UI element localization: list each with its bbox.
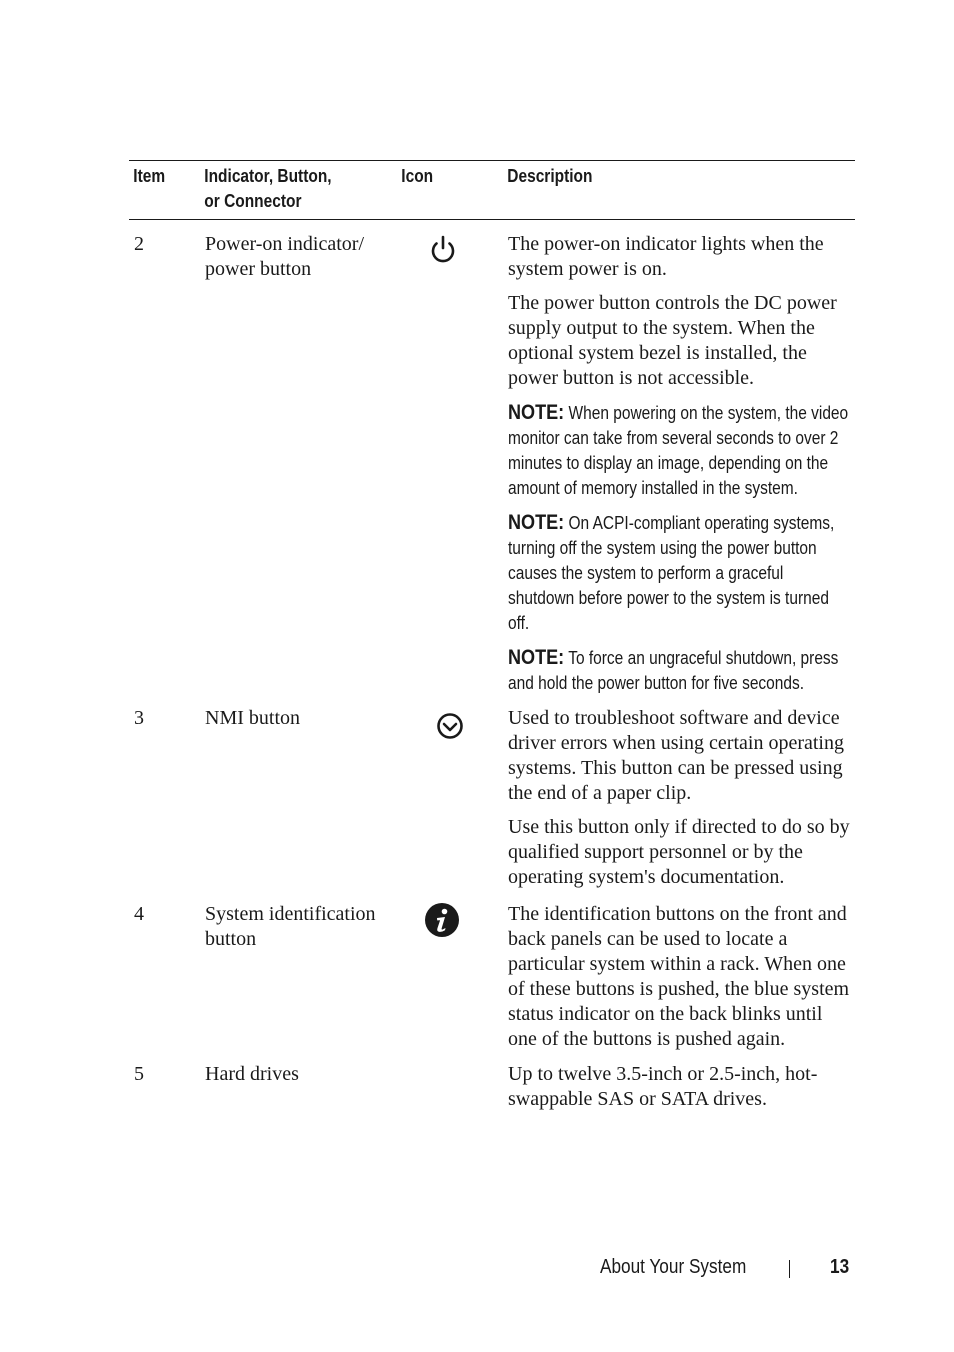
item-number: 2 (134, 233, 144, 255)
note-text: On ACPI-compliant operating systems, turning off the system using the power button causes the system to perform a graceful shutdown before power to the system is turned off. (508, 513, 835, 633)
power-icon (428, 234, 458, 264)
item-name-line: button (205, 928, 257, 950)
note-label: NOTE: (508, 401, 565, 424)
icon-cell (397, 890, 503, 1052)
info-icon (424, 902, 460, 938)
table-row (129, 220, 855, 697)
item-name-line: power button (205, 258, 312, 280)
description-cell (503, 220, 855, 697)
icon-cell (397, 696, 503, 890)
note (508, 510, 852, 636)
description-paragraph: The power button controls the DC power supply output to the system. When the optional system bezel is installed, the power button is not accessible. (508, 292, 837, 389)
note-label: NOTE: (508, 646, 565, 669)
page-number: 13 (830, 1256, 850, 1278)
item-name-line: NMI button (205, 707, 300, 729)
nmi-icon (436, 712, 464, 740)
table-row (129, 696, 855, 890)
description-paragraph: Up to twelve 3.5-inch or 2.5-inch, hot-swappable SAS or SATA drives. (508, 1063, 818, 1110)
header-indicator: Indicator, Button, or Connector (204, 166, 332, 211)
footer-divider (789, 1260, 790, 1278)
item-number: 3 (134, 707, 144, 729)
note-label: NOTE: (508, 511, 565, 534)
item-name (200, 890, 397, 1052)
note-text: When powering on the system, the video monitor can take from several seconds to over 2 minutes to display an image, depending on the amount of memory installed in the system. (508, 403, 849, 498)
note-text: To force an ungraceful shutdown, press and hold the power button for five seconds. (508, 648, 839, 693)
item-number: 5 (134, 1063, 144, 1085)
description-paragraph: Use this button only if directed to do so by qualified support personnel or by the operating system's documentation. (508, 816, 850, 888)
note (508, 645, 852, 696)
description-paragraph: The power-on indicator lights when the system power is on. (508, 233, 824, 280)
note (508, 400, 852, 501)
item-name-line: System identification (205, 903, 376, 925)
item-name-line: Power-on indicator/ (205, 233, 365, 255)
description-cell (503, 890, 855, 1052)
description-cell (503, 1052, 855, 1112)
header-icon: Icon (401, 166, 434, 186)
component-table (129, 160, 855, 1112)
item-name (200, 220, 397, 697)
description-paragraph: The identification buttons on the front and back panels can be used to locate a particular system within a rack. When one of these buttons is pushed, the blue system status indicator on the back blinks until one of the buttons is pushed again. (508, 903, 850, 1050)
table-row (129, 1052, 855, 1112)
icon-cell (397, 1052, 503, 1112)
page-footer (0, 1254, 954, 1284)
item-number: 4 (134, 903, 144, 925)
icon-cell (397, 220, 503, 697)
table-row (129, 890, 855, 1052)
header-item: Item (133, 166, 166, 186)
item-name-line: Hard drives (205, 1063, 299, 1085)
description-paragraph: Used to troubleshoot software and device driver errors when using certain operating systems. This button can be pressed using the end of a paper clip. (508, 707, 844, 804)
footer-section-title: About Your System (600, 1256, 747, 1278)
item-name (200, 1052, 397, 1112)
header-description: Description (507, 166, 593, 186)
table-header-row (129, 161, 855, 220)
description-cell (503, 696, 855, 890)
item-name (200, 696, 397, 890)
